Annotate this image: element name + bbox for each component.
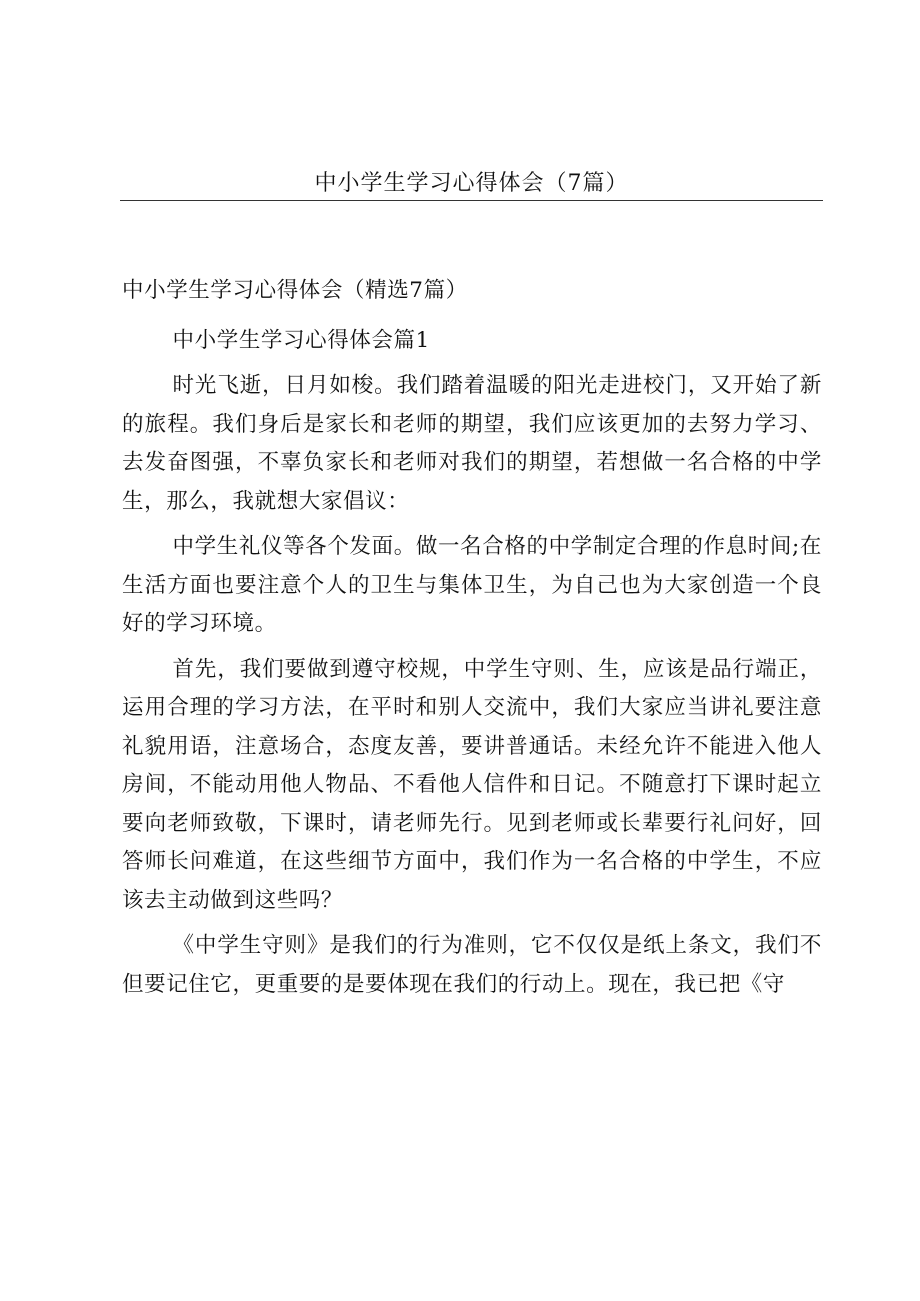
paragraph-1: 时光飞逝，日月如梭。我们踏着温暖的阳光走进校门，又开始了新的旅程。我们身后是家长和老师的期望，我们应该更加的去努力学习、去发奋图强，不辜负家长和老师对我们的期望，若想做一名合格的中学生，那么，我就想大家倡议： [122, 373, 822, 514]
paragraph-4: 《中学生守则》是我们的行为准则，它不仅仅是纸上条文，我们不但要记住它，更重要的是要体现在我们的行动上。现在，我已把《守 [122, 933, 822, 997]
document-title: 中小学生学习心得体会（7篇） [314, 171, 629, 196]
document-subtitle: 中小学生学习心得体会（精选7篇） [122, 278, 468, 303]
paragraph-2: 中学生礼仪等各个发面。做一名合格的中学制定合理的作息时间;在生活方面也要注意个人的卫生与集体卫生，为自己也为大家创造一个良好的学习环境。 [122, 534, 822, 636]
document-body [122, 272, 822, 1011]
paragraph-3: 首先，我们要做到遵守校规，中学生守则、生，应该是品行端正，运用合理的学习方法，在平时和别人交流中，我们大家应当讲礼要注意礼貌用语，注意场合，态度友善，要讲普通话。未经允许不能进入他人房间，不能动用他人物品、不看他人信件和日记。不随意打下课时起立要向老师致敬，下课时，请老师先行。见到老师或长辈要行礼问好，回答师长问难道，在这些细节方面中，我们作为一名合格的中学生，不应该去主动做到这些吗？ [122, 656, 822, 913]
section-heading: 中小学生学习心得体会篇1 [172, 327, 430, 353]
title-underline [120, 200, 823, 201]
